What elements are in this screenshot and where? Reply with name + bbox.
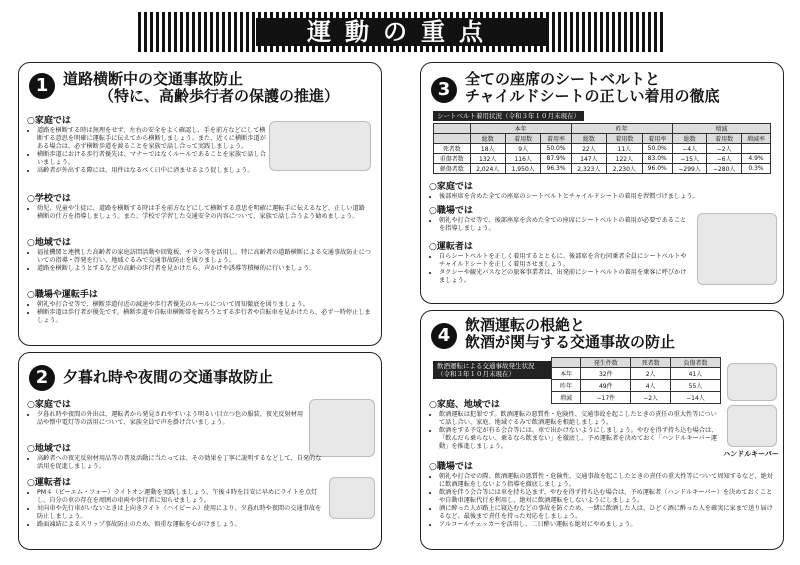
list-item: • 朝礼や打合せ等で、横断歩道付近の減速や歩行者優先のルールについて周知徹底を図りましょう。 <box>37 301 371 309</box>
table-cell <box>741 144 770 154</box>
table-cell: 増減 <box>552 392 581 404</box>
no-drink-illustration <box>727 363 777 401</box>
section-workplace: ○職場では • 朝礼や打合せ等で、後部座席を含めた全ての座席にシートベルトの着用が必要であることを指導しましょう。 <box>429 203 689 233</box>
panel-2 <box>18 352 382 550</box>
table-header: 負傷者数 <box>670 358 720 368</box>
list-item: • 高齢者への夜光反射材用品等の普及活動に当たっては、その効果を丁寧に説明するなどして、自発的な活用を促進しましょう。 <box>37 455 327 471</box>
table-cell: 11人 <box>607 144 642 154</box>
table-cell: 50.0% <box>541 144 571 154</box>
table-header: 発生件数 <box>581 358 631 368</box>
section-home: ○家庭では • 後部座席を含めた全ての座席のシートベルトとチャイルドシートの着用を習慣づけましょう。 <box>429 179 773 201</box>
car-illustration <box>269 121 371 171</box>
table-cell: −2人 <box>707 144 742 154</box>
list-item: • 対向車や先行車がいないときは上向きライト（ハイビーム）使用により、夕暮れ時や夜間の交通事故を防止しましょう。 <box>37 505 327 521</box>
table-cell: 4人 <box>631 380 671 392</box>
list-item: • 酒に酔った人が路上に寝込むなどの事故を防ぐため、一緒に飲酒した人は、ひどく酒に酔った人を確実に家まで送り届けるなど、最後まで責任を持った対応をしましょう。 <box>439 505 773 521</box>
section-community: ○地域では • 福祉機関と連携した高齢者の家庭訪問活動や回覧板、チラシ等を活用し、特に高齢者の道路横断による交通事故防止についての指導・啓発を行い、地域ぐるみで交通事故防止を図りましょう。 • 道路を横断しようとするなどの高齢の歩行者を見かけたら、声かけや誘導等積極的に行いましょう。 <box>27 235 371 273</box>
panel-number: 3 <box>431 77 457 103</box>
table-cell: 122人 <box>607 154 642 164</box>
mascot-illustration <box>727 405 777 447</box>
list-item: • 飲酒をする予定が有る会合等には、車で出かけないようにしましょう。やむを得ず持ち込む場合は、「飲んだら乗らない、乗るなら飲まない」を徹底し、予め運転者を決めておく「ハンドルキーパー運動」を推進しましょう。 <box>439 427 719 451</box>
panel-number: 4 <box>431 323 457 349</box>
table-cell: 軽傷者数 <box>434 164 471 174</box>
list-item: • 横断歩道は歩行者が優先です。横断歩道や自転車横断帯を渡ろうとする歩行者や自転車を見かけたら、必ず一時停止しましょう。 <box>37 309 371 325</box>
table-cell: −2人 <box>631 392 671 404</box>
panel-1 <box>18 62 382 346</box>
list-item: • 福祉機関と連携した高齢者の家庭訪問活動や回覧板、チラシ等を活用し、特に高齢者の道路横断による交通事故防止についての指導・啓発を行い、地域ぐるみで交通事故防止を図りましょう。 <box>37 249 371 265</box>
table-cell: 147人 <box>571 154 606 164</box>
list-item: • 道路を横断しようとするなどの高齢の歩行者を見かけたら、声かけや誘導等積極的に行いましょう。 <box>37 265 371 273</box>
panel-4 <box>420 310 784 550</box>
table-row <box>434 154 771 164</box>
table-cell: 2,230人 <box>607 164 642 174</box>
panel-title: 飲酒運転の根絶と 飲酒が関与する交通事故の防止 <box>465 316 676 351</box>
mascot-label: ハンドルキーパー <box>723 450 779 458</box>
table-header: 着用数 <box>505 134 540 144</box>
table-header <box>552 358 581 368</box>
table-cell: 22人 <box>571 144 606 154</box>
panel-title: 夕暮れ時や夜間の交通事故防止 <box>63 368 274 386</box>
table-caption: 飲酒運転による交通事故発生状況（令和３年１０月末現在） <box>433 361 551 379</box>
table-cell: −4人 <box>672 144 707 154</box>
table-cell: 0.3% <box>741 164 770 174</box>
table-header: 増減率 <box>741 134 770 144</box>
table-header: 総数 <box>672 134 707 144</box>
section-driver: ○運転者は • 自らシートベルトを正しく着用するとともに、後部席を含む同乗者全員にシートベルトやチャイルドシートを正しく着用させましょう。 • タクシーや観光バスなどの旅客事業者は、出発前にシートベルトの着用を乗客に呼びかけましょう。 <box>429 239 689 285</box>
table-cell: −6人 <box>707 154 742 164</box>
list-item: • 自らシートベルトを正しく着用するとともに、後部席を含む同乗者全員にシートベルトやチャイルドシートを正しく着用させましょう。 <box>439 253 689 269</box>
section-home: ○家庭では • 夕暮れ時や夜間の外出は、運転者から発見されやすいよう明るい目立つ色の服装、夜光反射材用品や懐中電灯等の活用について、家族全員で声を掛け合いましょう。 <box>27 397 307 427</box>
list-item: • 路面凍結によるスリップ事故防止のため、慎重な運転を心がけましょう。 <box>37 521 327 529</box>
table-header: 着用数 <box>607 134 642 144</box>
table-cell: −299人 <box>672 164 707 174</box>
table-cell: 2人 <box>631 368 671 380</box>
list-item: • 高齢者が外出する際には、用件はなるべく日中に済ませるよう促しましょう。 <box>37 167 267 175</box>
list-item: • 後部座席を含めた全ての座席のシートベルトとチャイルドシートの着用を習慣づけましょう。 <box>439 193 773 201</box>
table-group-header: 増減 <box>672 124 770 134</box>
car-illustration <box>329 477 375 519</box>
table-cell: 41人 <box>670 368 720 380</box>
panel-title: 全ての座席のシートベルトと チャイルドシートの正しい着用の徹底 <box>465 70 720 105</box>
table-cell: 死者数 <box>434 144 471 154</box>
panel-3 <box>420 62 784 304</box>
section-home: ○家庭では • 道路を横断する時は無理をせず、左右の安全をよく確認し、手を前方などにして横断する意思を明確に運転手に伝えてから横断しましょう。また、近くに横断歩道がある場合は、必ず横断歩道を渡ることを家族で話し合って実践しましょう。 • 横断歩道における歩行者優先は、マナーではなくルールであることを家族で話し合いましょう。 • 高齢者が外出する際には、用件はなるべく日中に済ませるよう促しましょう。 <box>27 113 267 175</box>
list-item: • 飲酒運転は犯罪です。飲酒運転の悪質性・危険性、交通事故を起こしたときの責任の重大性等について話し合い、家庭、地域ぐるみで飲酒運転を根絶しましょう。 <box>439 411 719 427</box>
section-community: ○地域では • 高齢者への夜光反射材用品等の普及活動に当たっては、その効果を丁寧に説明するなどして、自発的な活用を促進しましょう。 <box>27 441 327 471</box>
table-cell: 96.3% <box>541 164 571 174</box>
table-header: 総数 <box>470 134 505 144</box>
table-header <box>434 134 471 144</box>
list-item: • 横断歩道における歩行者優先は、マナーではなくルールであることを家族で話し合いましょう。 <box>37 151 267 167</box>
table-cell: −280人 <box>707 164 742 174</box>
seatbelt-table <box>433 123 771 174</box>
table-cell: 87.9% <box>541 154 571 164</box>
table-cell: 4.9% <box>741 154 770 164</box>
table-cell: 116人 <box>505 154 540 164</box>
title-bar <box>138 12 666 52</box>
list-item: • アルコールチェッカーを活用し、二日酔い運転も絶対にやめましょう。 <box>439 521 773 529</box>
page-title: 運動の重点 <box>256 18 548 46</box>
section-workplace-driver: ○職場や運転手は • 朝礼や打合せ等で、横断歩道付近の減速や歩行者優先のルールについて周知徹底を図りましょう。 • 横断歩道は歩行者が優先です。横断歩道や自転車横断帯を渡ろうとする歩行者や自転車を見かけたら、必ず一時停止しましょう。 <box>27 287 371 325</box>
list-item: • 飲酒を伴う会合等には車を持ち込まず、やむを得ず持ち込む場合は、予め運転者（ハンドルキーパー）を決めておくことや自動車運転代行を利用し、絶対に飲酒運転をしないようにしましょう。 <box>439 489 773 505</box>
table-cell: 9人 <box>505 144 540 154</box>
list-item: • 幼児、児童や生徒に、道路を横断する時は手を前方などにして横断する意思を明確に運転手に伝えるなど、正しい道路横断の仕方を指導しましょう。また、学校で学習した交通安全の内容について、家族で話し合うよう勧めましょう。 <box>37 205 371 221</box>
list-item: • 夕暮れ時や夜間の外出は、運転者から発見されやすいよう明るい目立つ色の服装、夜光反射材用品や懐中電灯等の活用について、家族全員で声を掛け合いましょう。 <box>37 411 307 427</box>
table-cell: 1,950人 <box>505 164 540 174</box>
table-cell: 55人 <box>670 380 720 392</box>
table-cell: 132人 <box>470 154 505 164</box>
list-item: • 道路を横断する時は無理をせず、左右の安全をよく確認し、手を前方などにして横断する意思を明確に運転手に伝えてから横断しましょう。また、近くに横断歩道がある場合は、必ず横断歩道を渡ることを家族で話し合って実践しましょう。 <box>37 127 267 151</box>
panel-number: 1 <box>29 73 55 99</box>
list-item: • 朝礼や打合せ等で、後部座席を含めた全ての座席にシートベルトの着用が必要であることを指導しましょう。 <box>439 217 689 233</box>
list-item: • タクシーや観光バスなどの旅客事業者は、出発前にシートベルトの着用を乗客に呼びかけましょう。 <box>439 269 689 285</box>
child-seat-illustration <box>697 213 777 285</box>
table-cell: −17件 <box>581 392 631 404</box>
table-cell: 32件 <box>581 368 631 380</box>
table-header: 着用率 <box>642 134 672 144</box>
table-cell: 18人 <box>470 144 505 154</box>
table-cell: 96.0% <box>642 164 672 174</box>
section-driver: ○運転者は • PM４（ピーエム・フォー）ライトオン運動を実践しましょう。午後４時を目安に早めにライトを点灯し、自分の車の存在を周囲の車両や歩行者に知らせましょう。 • 対向車や先行車がいないときは上向きライト（ハイビーム）使用により、夕暮れ時や夜間の交通事故を防止しましょう。 • 路面凍結によるスリップ事故防止のため、慎重な運転を心がけましょう。 <box>27 475 327 529</box>
table-cell: 昨年 <box>552 380 581 392</box>
table-cell: 本年 <box>552 368 581 380</box>
table-header: 着用率 <box>541 134 571 144</box>
table-row <box>552 368 721 380</box>
list-item: • PM４（ピーエム・フォー）ライトオン運動を実践しましょう。午後４時を目安に早めにライトを点灯し、自分の車の存在を周囲の車両や歩行者に知らせましょう。 <box>37 489 327 505</box>
panel-title: 道路横断中の交通事故防止 （特に、高齢歩行者の保護の推進） <box>63 70 340 105</box>
table-cell: 2,323人 <box>571 164 606 174</box>
table-cell: 50.0% <box>642 144 672 154</box>
table-cell: 49件 <box>581 380 631 392</box>
list-item: • 朝礼や打合せの際、飲酒運転の悪質性・危険性、交通事故を起こしたときの責任の重大性等について周知するなど、絶対に飲酒運転をしないよう指導を徹底しましょう。 <box>439 473 773 489</box>
section-workplace: ○職場では • 朝礼や打合せの際、飲酒運転の悪質性・危険性、交通事故を起こしたときの責任の重大性等について周知するなど、絶対に飲酒運転をしないよう指導を徹底しましょう。 • 飲酒を伴う会合等には車を持ち込まず、やむを得ず持ち込む場合は、予め運転者（ハンドルキーパー）を決めておくことや自動車運転代行を利用し、絶対に飲酒運転をしないようにしましょう。 • 酒に酔った人が路上に寝込むなどの事故を防ぐため、一緒に飲酒した人は、ひどく酒に酔った人を確実に家まで送り届けるなど、最後まで責任を持った対応をしましょう。 • アルコールチェッカーを活用し、二日酔い運転も絶対にやめましょう。 <box>429 459 773 529</box>
table-row <box>552 380 721 392</box>
panel-number: 2 <box>29 365 55 391</box>
table-header: 死者数 <box>631 358 671 368</box>
table-group-header: 昨年 <box>571 124 672 134</box>
section-home-community: ○家庭、地域では • 飲酒運転は犯罪です。飲酒運転の悪質性・危険性、交通事故を起こしたときの責任の重大性等について話し合い、家庭、地域ぐるみで飲酒運転を根絶しましょう。 • 飲酒をする予定が有る会合等には、車で出かけないようにしましょう。やむを得ず持ち込む場合は、「飲んだら乗らない、乗るなら飲まない」を徹底し、予め運転者を決めておく「ハンドルキーパー運動」を推進しましょう。 <box>429 397 719 451</box>
table-header: 着用数 <box>707 134 742 144</box>
table-cell: 重傷者数 <box>434 154 471 164</box>
table-cell: −14人 <box>670 392 720 404</box>
table-header: 総数 <box>571 134 606 144</box>
section-school: ○学校では • 幼児、児童や生徒に、道路を横断する時は手を前方などにして横断する意思を明確に運転手に伝えるなど、正しい道路横断の仕方を指導しましょう。また、学校で学習した交通安全の内容について、家族で話し合うよう勧めましょう。 <box>27 191 371 221</box>
table-row <box>434 144 771 154</box>
table-cell: 2,024人 <box>470 164 505 174</box>
table-group-header: 本年 <box>470 124 571 134</box>
table-caption: シートベルト着用状況（令和３年１０月末現在） <box>433 111 584 121</box>
table-cell: −15人 <box>672 154 707 164</box>
table-cell: 83.0% <box>642 154 672 164</box>
table-row <box>434 164 771 174</box>
